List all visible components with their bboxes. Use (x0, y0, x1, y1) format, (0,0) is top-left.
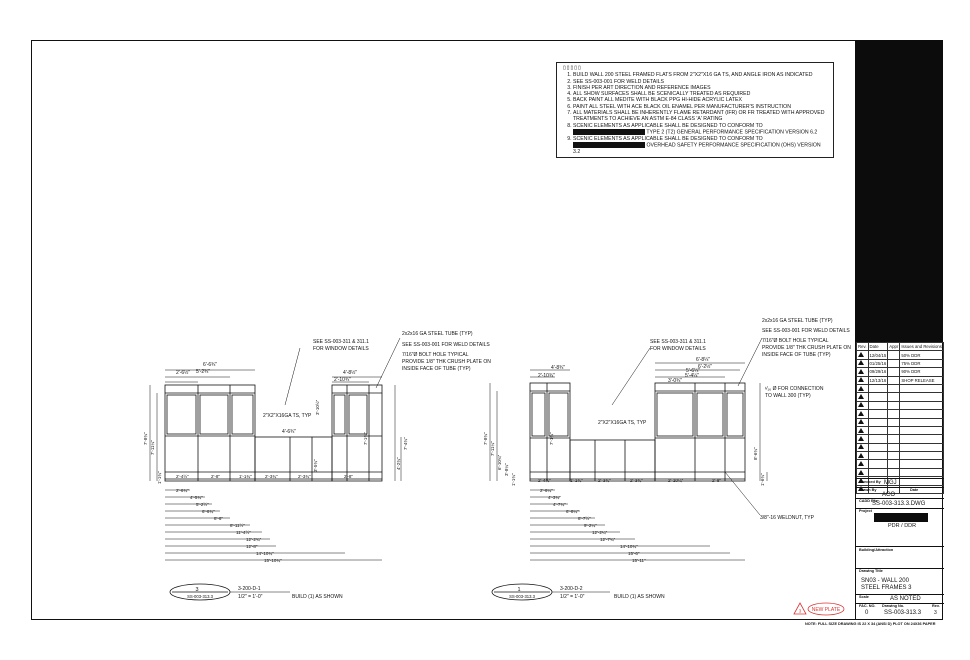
dim-label: 4'-3¾" (548, 495, 561, 500)
dim-label: 8'-6" (214, 516, 223, 521)
dim-label: 2'-6½" (176, 370, 191, 376)
dim-label: 2'-4¾" (538, 478, 551, 483)
revision-triangle-icon (858, 394, 864, 399)
note-item: 4. ALL SHOW SURFACES SHALL BE SCENICALLY TREATED AS REQUIRED (573, 91, 827, 97)
right-callout-connection: TO WALL 300 (TYP) (765, 393, 811, 399)
project-redaction (874, 513, 928, 522)
revision-triangle-icon (858, 444, 864, 449)
dim-label: 7'-1¾" (549, 432, 554, 445)
note-item: 1. BUILD WALL 200 STEEL FRAMED FLATS FROM 2"X2"X16 GA TS, AND ANGLE IRON AS INDICATED (573, 72, 827, 78)
dim-label: 1'-1¾" (239, 474, 252, 479)
cadd-row: CADD File SS-003-313.3.DWG (856, 498, 944, 508)
left-view-build: BUILD (1) AS SHOWN (292, 594, 343, 600)
dim-label: 5'-4¼" (685, 373, 700, 379)
revision-triangle-icon (858, 419, 864, 424)
dim-label: 12'-2¼" (592, 530, 608, 535)
revision-triangle-icon (858, 352, 864, 357)
dim-label: 3'-5¾" (313, 459, 318, 472)
drawing-number: SS-003-313.3 (884, 610, 922, 616)
right-view-number: 1 (517, 587, 521, 593)
dim-label: 2'-8" (211, 474, 220, 479)
dim-label: 1'-6¾" (760, 473, 765, 486)
left-elevation-frame (165, 385, 382, 481)
scale-row: Scale AS NOTED (856, 594, 944, 603)
right-view-scale: 1/2" = 1'-0" (560, 594, 585, 600)
dim-label: 5'-6¼" (686, 368, 701, 374)
right-view-build: BUILD (1) AS SHOWN (614, 594, 665, 600)
dim-label: 14'-10¾" (256, 551, 274, 556)
left-view-scale: 1/2" = 1'-0" (238, 594, 263, 600)
dim-label: 2'-10¼" (668, 478, 684, 483)
dim-label: 6'-6¾" (203, 362, 218, 368)
dim-label: 2'-3¾" (265, 474, 278, 479)
checked-by-row: Checked By MGJ (856, 478, 944, 487)
dim-label: 15'-6" (628, 551, 640, 556)
dim-label: 5'-2½" (196, 502, 209, 507)
revision-triangle-icon (858, 402, 864, 407)
revision-row (857, 418, 944, 426)
left-callout-window: SEE SS-003-311 & 311.1 (313, 339, 369, 345)
rev-header: Date (868, 343, 888, 351)
drawing-title-line1: SN03 - WALL 200 (861, 578, 909, 584)
right-callout-weld: SEE SS-003-001 FOR WELD DETAILS (762, 328, 850, 334)
dim-label: 14'-10¾" (620, 544, 638, 549)
note-item: 8. SCENIC ELEMENTS AS APPLICABLE SHALL BE DESIGNED TO CONFORM TO TYPE 2 (T2) GENERAL PERFORMANCE SPECIFICATION VERSION 6.2 (573, 123, 827, 136)
revision-row (857, 452, 944, 460)
right-callout-window: SEE SS-003-311 & 311.1 (650, 339, 706, 345)
right-view-ref: 3-200-D-2 (560, 586, 583, 592)
revision-row (857, 393, 944, 401)
note-item: 6. PAINT ALL STEEL WITH ACE BLACK OIL ENAMEL PER MANUFACTURER'S INSTRUCTION (573, 104, 827, 110)
stamp-number: 3 (798, 608, 802, 614)
left-callout-tube: 2x2x16 GA STEEL TUBE (TYP) (402, 331, 473, 337)
revision-row (857, 401, 944, 409)
left-callout-bolt: 7/16"Ø BOLT HOLE TYPICAL (402, 352, 469, 358)
revision-row: 12/13/16 SHOP RELEASE (857, 376, 944, 384)
left-callout-weld: SEE SS-003-001 FOR WELD DETAILS (402, 342, 490, 348)
rev-header: Issues and Revisions (901, 344, 942, 350)
note-item: 5. BACK PAINT ALL MEDITE WITH BLACK PPG HI-HIDE ACRYLIC LATEX (573, 97, 827, 103)
right-callout-bolt: 7/16"Ø BOLT HOLE TYPICAL (762, 338, 829, 344)
checked-by-value: MGJ (884, 480, 897, 486)
dim-label: 3'-10½" (315, 399, 320, 415)
revision-row (857, 443, 944, 451)
revision-triangle-icon (858, 369, 864, 374)
revision-triangle-icon (858, 470, 864, 475)
revision-row (857, 384, 944, 392)
scale-value: AS NOTED (890, 596, 921, 602)
dim-label: 7'-11¼" (490, 441, 495, 456)
revision-triangle-icon (858, 461, 864, 466)
note-item: 7. ALL MATERIALS SHALL BE INHERENTLY FLAME RETARDANT (IFR) OR FR TREATED WITH APPROVED TREATMENTS TO ACHIEVE AN ASTM E-84 CLASS 'A' RATING (573, 110, 827, 123)
drawn-by-value: ACO (882, 492, 896, 498)
dim-label: 8'-6¾" (753, 447, 758, 460)
rev-header: Appr (889, 344, 899, 350)
revision-row (857, 426, 944, 434)
new-plate-stamp (794, 603, 844, 615)
revision-triangle-icon (858, 360, 864, 365)
right-callout-bolt: PROVIDE 1/8" THK CRUSH PLATE ON (762, 345, 851, 351)
title-block (855, 342, 943, 620)
dim-label: 2'-10¾" (334, 377, 351, 383)
dim-label: 3'-8¼" (504, 463, 509, 476)
note-item: 3. FINISH PER ART DIRECTION AND REFERENCE IMAGES (573, 85, 827, 91)
dim-label: 2'-4½" (176, 474, 189, 479)
revision-triangle-icon (858, 411, 864, 416)
dim-label: 3'-0¾" (668, 378, 683, 384)
plot-note: NOTE: FULL SIZE DRAWING IS 22 X 34 (ANSI D) PLOT ON 24X36 PAPER (805, 622, 936, 626)
dim-label: 9'-2¼" (584, 523, 597, 528)
revision-triangle-icon (858, 428, 864, 433)
left-view-number: 3 (195, 587, 199, 593)
right-callout-ts: 2"X2"X16GA TS, TYP (598, 420, 647, 426)
revision-triangle-icon (858, 377, 864, 382)
left-callout-ts: 2"X2"X16GA TS, TYP (263, 413, 312, 419)
notes-header: ▯▯▯▯▯ (563, 65, 582, 71)
revision-triangle-icon (858, 386, 864, 391)
cadd-file-value: SS-003-313.3.DWG (872, 501, 926, 507)
dim-label: 4'-6¾" (282, 429, 297, 435)
dim-label: 4'-5¾" (190, 495, 203, 500)
dim-label: 1'-1¾" (570, 478, 583, 483)
dim-label: 7'-8¾" (143, 432, 148, 445)
dim-label: 12'-7¾" (600, 537, 616, 542)
drawing-title-line2: STEEL FRAMES 3 (861, 585, 912, 591)
dim-label: 2'-6¾" (176, 488, 189, 493)
dim-label: 11'-4½" (236, 530, 251, 535)
dim-label: 6'-8¼" (696, 357, 711, 363)
dim-label: 1'-1¾" (157, 471, 162, 484)
revision-row (857, 435, 944, 443)
note-item: 9. SCENIC ELEMENTS AS APPLICABLE SHALL BE DESIGNED TO CONFORM TO OVERHEAD SAFETY PERFORMANCE SPECIFICATION (OHS) VERSION 3.2 (573, 136, 827, 155)
drawing-number-row: FAC. NO. Drawing No. Rev. 0 SS-003-313.3 3 (856, 603, 944, 620)
right-callout-tube: 2x2x16 GA STEEL TUBE (TYP) (762, 318, 833, 324)
dim-label: 12'-8" (246, 544, 258, 549)
revision-row: 09/29/16 90% DDR (857, 368, 944, 376)
building-row: Building/Attraction (856, 546, 944, 568)
revision-table (856, 342, 944, 494)
right-callout-bolt: INSIDE FACE OF TUBE (TYP) (762, 352, 831, 358)
left-callout-bolt: INSIDE FACE OF TUBE (TYP) (402, 366, 471, 372)
revision-triangle-icon (858, 453, 864, 458)
dim-label: 15'-11" (632, 558, 646, 563)
dim-label: 8'-11½" (230, 523, 245, 528)
dim-label: 4'-8¾" (551, 365, 566, 371)
revision-triangle-icon (858, 436, 864, 441)
right-callout-weldnut: 3/8"-16 WELDNUT, TYP (760, 515, 814, 521)
revision-row: 12/04/15 50% DDR (857, 351, 944, 359)
project-subtitle: PDR / DDR (888, 523, 917, 529)
dim-label: 2'-3¾" (598, 478, 611, 483)
left-view-sheet: SS-003-313.3 (187, 594, 213, 599)
dim-label: 2'-3¾" (298, 474, 311, 479)
revision-row: 01/25/16 75% DDR (857, 359, 944, 367)
dim-label: 7'-1¾" (363, 432, 368, 445)
rev-header: Rev. (858, 344, 867, 350)
revision-row (857, 468, 944, 476)
dim-label: 12'-2¾" (246, 537, 262, 542)
fac-number: 0 (865, 610, 869, 616)
dim-label: 4'-7¾" (553, 502, 566, 507)
note-item: 2. SEE SS-003-001 FOR WELD DETAILS (573, 79, 827, 85)
dim-label: 5'-2¾" (196, 369, 211, 375)
dim-label: 15'-10¾" (264, 558, 282, 563)
left-callout-bolt: PROVIDE 1/8" THK CRUSH PLATE ON (402, 359, 491, 365)
dim-label: 6'-6¾" (202, 509, 215, 514)
left-view-ref: 3-200-D-1 (238, 586, 261, 592)
dim-label: 2'-8" (344, 474, 353, 479)
right-callout-connection: ¹⁄₁₆ Ø FOR CONNECTION (765, 386, 824, 392)
drawn-by-row: Drawn By Date ACO (856, 487, 944, 498)
dim-label: 4'-8½" (343, 370, 358, 376)
revision-row (857, 460, 944, 468)
drawing-title-row: Drawing Title SN03 - WALL 200 STEEL FRAMES 3 (856, 568, 944, 594)
dim-label: 6'-10¾" (497, 454, 502, 470)
dim-label: 2'-8" (712, 478, 721, 483)
dim-label: 6'-2½" (698, 364, 713, 370)
dim-label: 1'-1¾" (511, 473, 516, 486)
project-row: Project PDR / DDR (856, 508, 944, 546)
left-callout-window2: FOR WINDOW DETAILS (313, 346, 369, 352)
right-elevation-frame (530, 383, 745, 481)
dim-label: 6'-8¼" (566, 509, 579, 514)
dim-label: 8'-7½" (578, 516, 591, 521)
dim-label: 4'-2¾" (396, 457, 401, 470)
stamp-label: NEW PLATE (811, 607, 841, 613)
dim-label: 2'-6¼" (540, 488, 553, 493)
dim-label: 7'-11¼" (150, 440, 155, 455)
dim-label: 2'-10¾" (538, 373, 555, 379)
right-view-sheet: SS-003-313.3 (509, 594, 535, 599)
dim-label: 2'-3¾" (630, 478, 643, 483)
dim-label: 7'-8¾" (483, 432, 488, 445)
revision-mark: 3 (934, 610, 937, 616)
right-callout-window2: FOR WINDOW DETAILS (650, 346, 706, 352)
revision-row (857, 410, 944, 418)
dim-label: 7'-4¾" (403, 437, 408, 450)
